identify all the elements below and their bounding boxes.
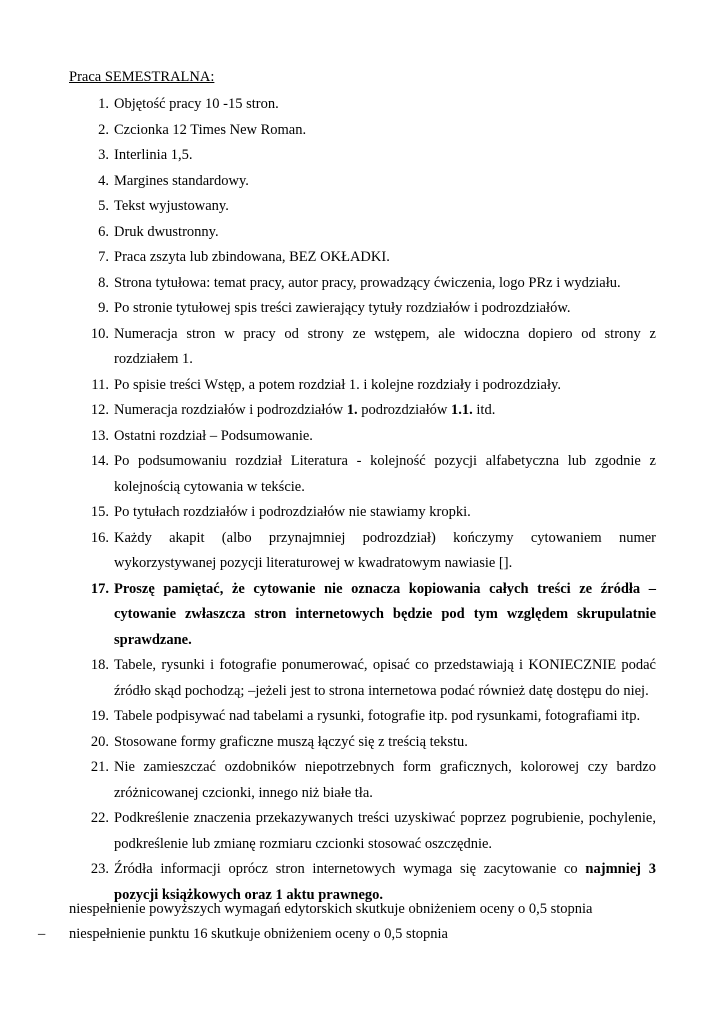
- item-number: 21.: [90, 759, 109, 775]
- item-number: 13.: [90, 427, 109, 444]
- list-item: [69, 271, 656, 297]
- item-number: 9.: [98, 300, 109, 316]
- list-item: [69, 220, 656, 246]
- item-number: 4.: [98, 172, 109, 189]
- footer-note: niespełnienie powyższych wymagań edytorskich skutkuje obniżeniem oceny o 0,5 stopnia: [69, 901, 593, 917]
- list-item: [69, 143, 656, 169]
- item-number: 10.: [90, 325, 109, 342]
- item-text: Po spisie treści Wstęp, a potem rozdział 1. i kolejne rozdziały i podrozdziały.: [114, 376, 561, 393]
- item-number: 19.: [90, 708, 109, 724]
- list-item: [69, 704, 656, 730]
- list-item: [69, 500, 656, 526]
- item-number: 11.: [91, 376, 109, 393]
- item-text: Interlinia 1,5.: [114, 147, 193, 163]
- list-item: [69, 398, 656, 424]
- item-number: 6.: [98, 223, 109, 240]
- item-text: Po tytułach rozdziałów i podrozdziałów nie stawiamy kropki.: [114, 504, 471, 520]
- item-text: Tekst wyjustowany.: [114, 198, 229, 214]
- list-item: [69, 245, 656, 271]
- item-text: Po stronie tytułowej spis treści zawierający tytuły rozdziałów i podrozdziałów.: [114, 300, 571, 316]
- item-text: Stosowane formy graficzne muszą łączyć się z treścią tekstu.: [114, 733, 468, 750]
- item-text: Numeracja stron w pracy od strony ze wstępem, ale widoczna dopiero od strony z rozdziałem 1.: [114, 325, 656, 367]
- list-item: [69, 373, 656, 399]
- requirements-list: [69, 92, 656, 908]
- item-bold-text: 1.1.: [451, 402, 473, 418]
- list-item: [69, 169, 656, 195]
- item-text: Objętość pracy 10 -15 stron.: [114, 96, 279, 112]
- list-item: [69, 194, 656, 220]
- item-text: podrozdziałów: [357, 402, 452, 418]
- item-text: itd.: [472, 402, 496, 418]
- item-number: 7.: [98, 249, 109, 265]
- item-text: Margines standardowy.: [114, 172, 249, 189]
- item-text: Źródła informacji oprócz stron internetowych wymaga się zacytowanie co: [114, 861, 586, 877]
- dash-bullet: –: [38, 926, 46, 942]
- item-text: Podkreślenie znaczenia przekazywanych treści uzyskiwać poprzez pogrubienie, pochylenie, podkreślenie lub zmianę rozmiaru czcionki stosować oszczędnie.: [114, 810, 656, 852]
- item-number: 5.: [98, 198, 109, 214]
- item-text: Numeracja rozdziałów i podrozdziałów: [114, 402, 347, 418]
- list-item: [69, 755, 656, 806]
- item-bold-text: 1.: [346, 402, 358, 418]
- item-number: 12.: [90, 402, 109, 418]
- item-number: 18.: [90, 657, 109, 673]
- item-text: Druk dwustronny.: [114, 223, 219, 240]
- list-item: [69, 296, 656, 322]
- list-item: [69, 526, 656, 577]
- item-text: Praca zszyta lub zbindowana, BEZ OKŁADKI.: [114, 249, 390, 265]
- list-item: [69, 322, 656, 373]
- footer-note-dashed: [38, 924, 448, 944]
- item-text: Proszę pamiętać, że cytowanie nie oznacza kopiowania całych treści ze źródła – cytowanie zwłaszcza stron internetowych będzie pod tym względem skrupulatnie sprawdzane.: [114, 580, 656, 648]
- footer-note-text: niespełnienie punktu 16 skutkuje obniżeniem oceny o 0,5 stopnia: [69, 926, 448, 942]
- item-number: 2.: [98, 121, 109, 138]
- item-number: 14.: [90, 453, 109, 469]
- item-number: 20.: [90, 733, 109, 750]
- item-text: Tabele, rysunki i fotografie ponumerować, opisać co przedstawiają i KONIECZNIE podać źródło skąd pochodzą; –jeżeli jest to strona internetowa podać również datę dostępu do niej.: [114, 657, 656, 699]
- item-number: 15.: [90, 504, 109, 520]
- item-text: Strona tytułowa: temat pracy, autor pracy, prowadzący ćwiczenia, logo PRz i wydziału.: [114, 274, 621, 291]
- item-number: 3.: [98, 147, 109, 163]
- list-item: [69, 730, 656, 756]
- list-item: [69, 118, 656, 144]
- item-bold-text: najmniej 3 pozycji książkowych oraz 1 aktu prawnego.: [114, 861, 656, 903]
- item-text: Tabele podpisywać nad tabelami a rysunki, fotografie itp. pod rysunkami, fotografiami itp.: [114, 708, 641, 724]
- list-item: [69, 653, 656, 704]
- item-number: 8.: [98, 274, 109, 291]
- item-text: Ostatni rozdział – Podsumowanie.: [114, 427, 313, 444]
- list-item-emphasized: [69, 577, 656, 654]
- item-number: 16.: [90, 529, 109, 546]
- list-item: [69, 424, 656, 450]
- item-number: 17.: [90, 580, 109, 597]
- item-number: 22.: [90, 810, 109, 826]
- item-text: Każdy akapit (albo przynajmniej podrozdział) kończymy cytowaniem numer wykorzystywanej pozycji literaturowej w kwadratowym nawiasie [].: [114, 529, 656, 571]
- list-item: [69, 806, 656, 857]
- item-number: 1.: [98, 96, 109, 112]
- item-text: Po podsumowaniu rozdział Literatura - kolejność pozycji alfabetyczna lub zgodnie z kolejnością cytowania w tekście.: [114, 453, 656, 495]
- list-item: [69, 92, 656, 118]
- item-number: 23.: [90, 861, 109, 877]
- item-text: Czcionka 12 Times New Roman.: [114, 121, 307, 138]
- item-text: Nie zamieszczać ozdobników niepotrzebnych form graficznych, kolorowej czy bardzo zróżnicowanej czcionki, innego niż białe tła.: [114, 759, 656, 801]
- list-item: [69, 449, 656, 500]
- document-heading: Praca SEMESTRALNA:: [69, 69, 215, 85]
